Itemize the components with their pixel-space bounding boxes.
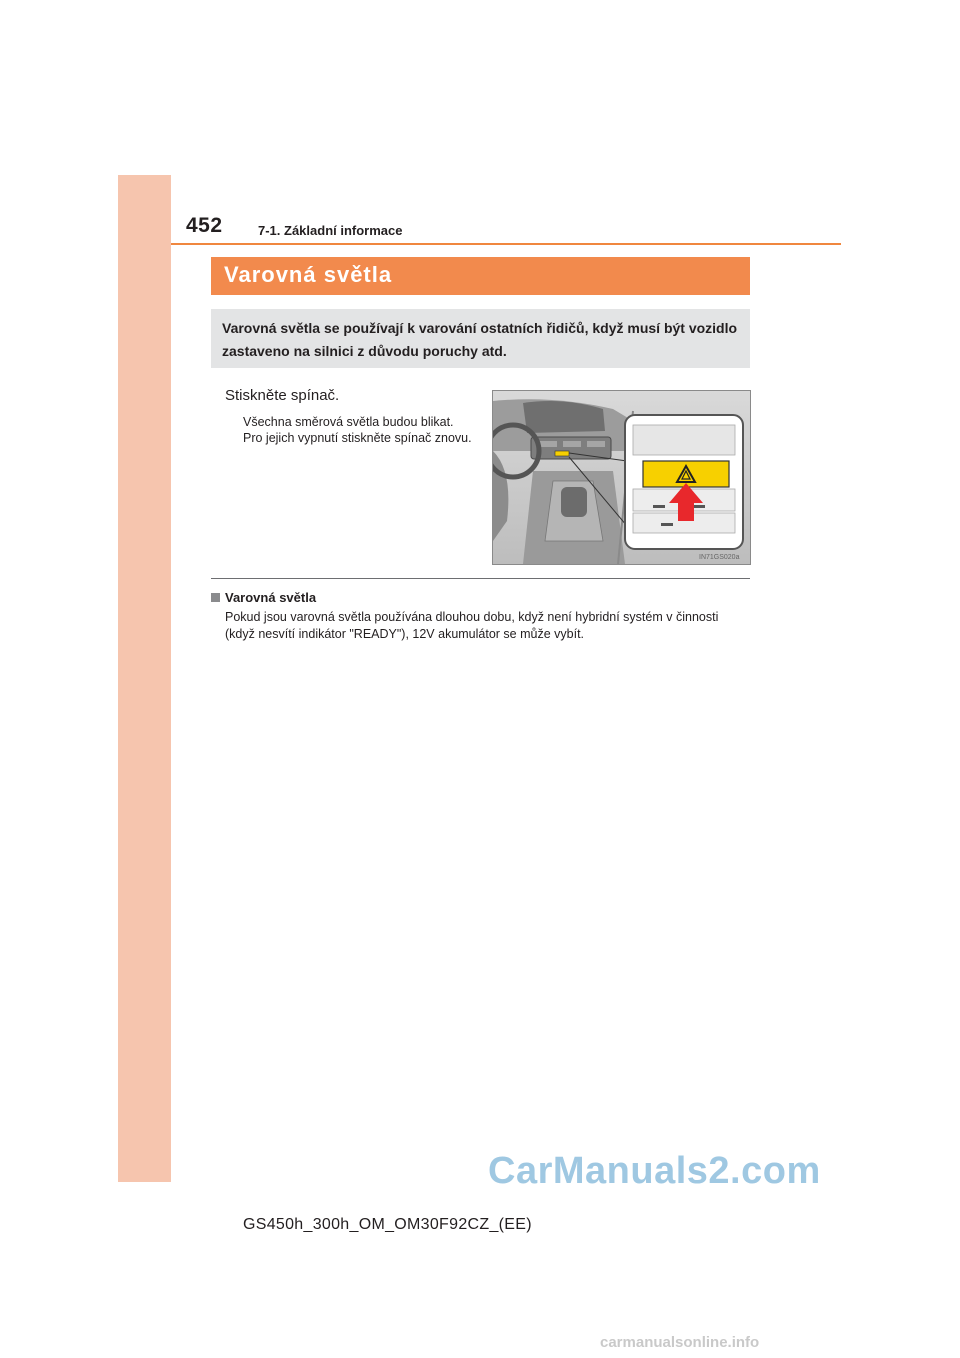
site-watermark: carmanualsonline.info — [600, 1334, 760, 1351]
note-heading-text: Varovná světla — [225, 590, 317, 605]
side-color-band — [118, 175, 171, 1182]
step-instruction: Stiskněte spínač. — [225, 387, 340, 404]
dashboard-illustration — [492, 390, 751, 565]
dashboard-drawing — [493, 391, 750, 564]
page-heading: Varovná světla — [224, 262, 393, 287]
watermark-logo: CarManuals2.com — [488, 1150, 821, 1192]
step-note-line-1: Všechna směrová světla budou blikat. — [243, 415, 454, 429]
square-bullet-icon — [211, 593, 220, 602]
note-heading — [211, 590, 316, 605]
document-code: GS450h_300h_OM_OM30F92CZ_(EE) — [243, 1216, 532, 1233]
page-number: 452 — [186, 214, 223, 237]
note-divider — [211, 578, 750, 579]
note-body: Pokud jsou varovná světla používána dlouhou dobu, když není hybridní systém v činnosti (když nesvítí indikátor "READY"), 12V akumulátor se může vybít. — [225, 610, 719, 641]
intro-text: Varovná světla se používají k varování ostatních řidičů, když musí být vozidlo zastaveno na silnici z důvodu poruchy atd. — [222, 320, 738, 359]
section-title: 7-1. Základní informace — [258, 223, 403, 238]
step-note — [243, 414, 488, 446]
step-note-line-2: Pro jejich vypnutí stiskněte spínač znovu. — [243, 431, 472, 445]
intro-box — [211, 309, 750, 368]
figure-code: IN71GS020a — [699, 554, 740, 561]
header-divider — [171, 243, 841, 245]
heading-bar — [211, 257, 750, 295]
